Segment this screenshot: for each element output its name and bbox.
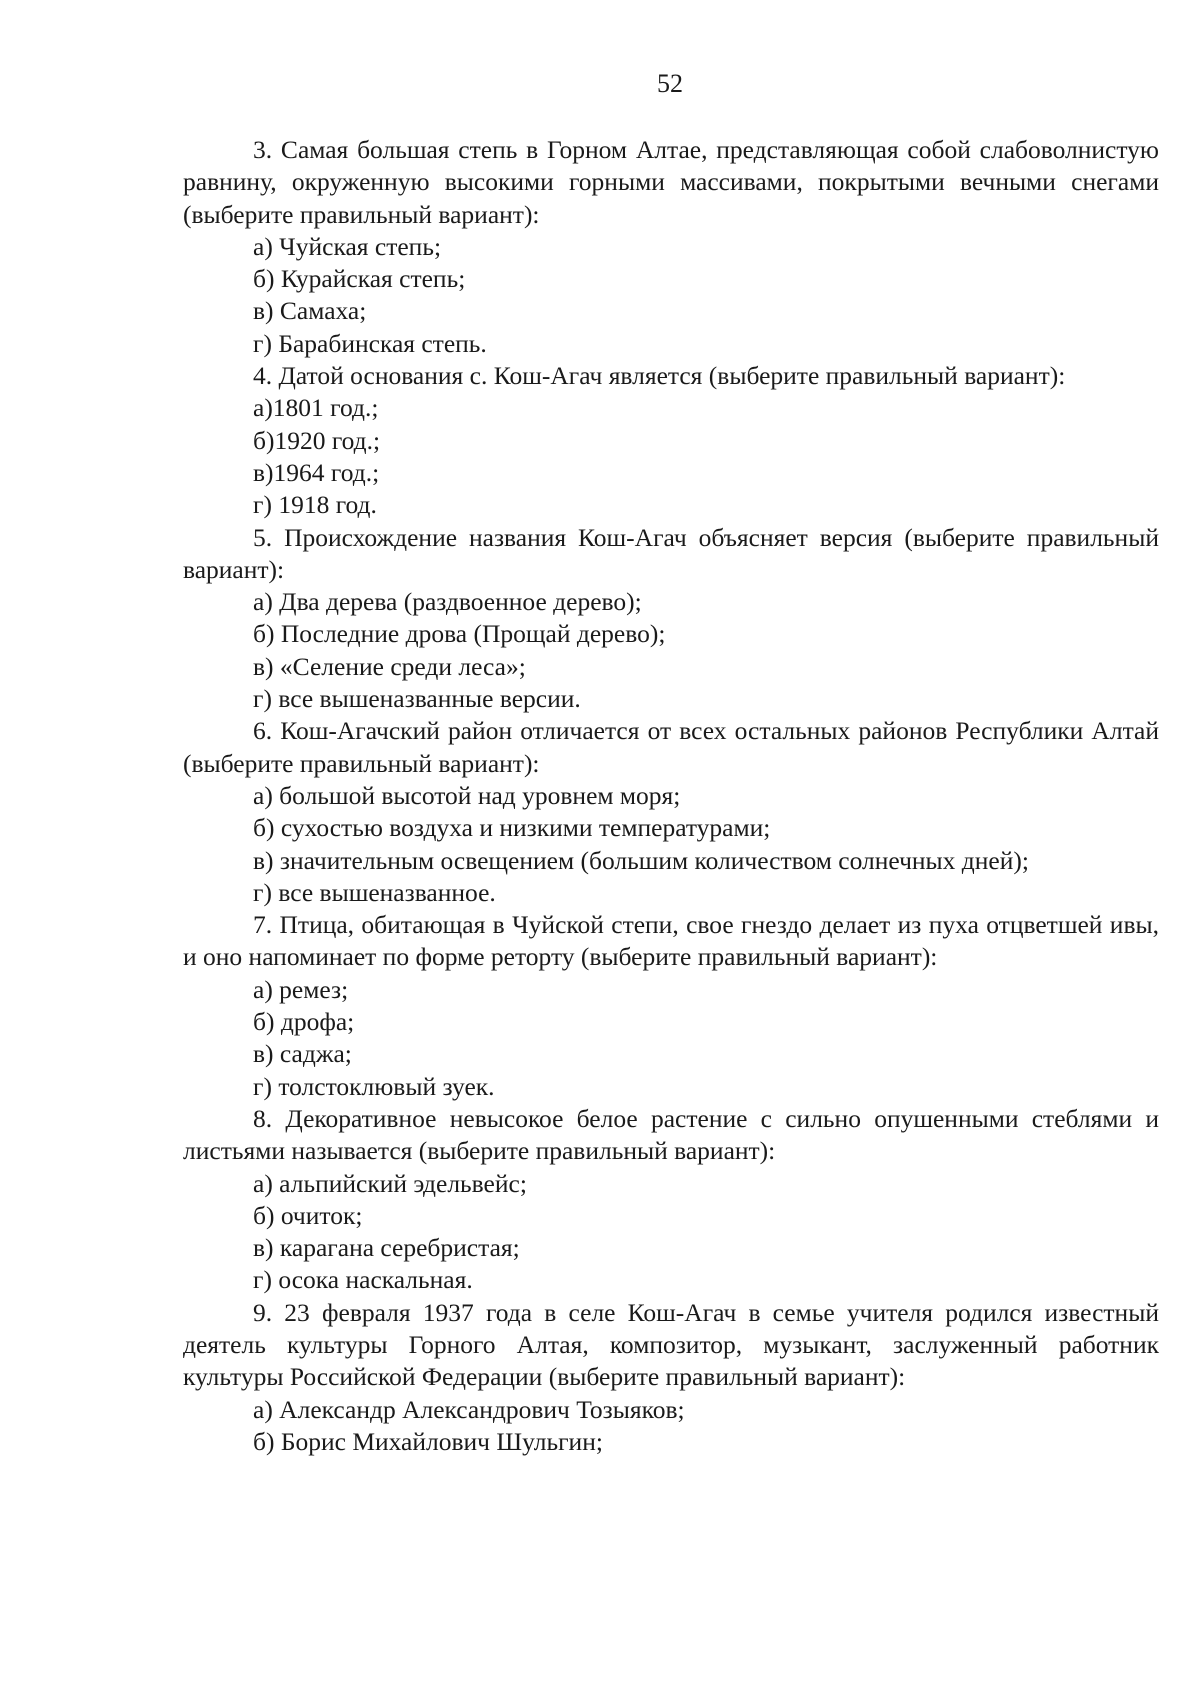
answer-option: а) большой высотой над уровнем моря; [253, 780, 681, 810]
answer-option: а)1801 год.; [253, 393, 379, 423]
answer-option: б) очиток; [253, 1200, 363, 1230]
question-text: 5. Происхождение названия Кош-Агач объясняет версия (выберите правильный вариант): [183, 522, 1159, 584]
answer-option: б)1920 год.; [253, 425, 381, 455]
answer-option: б) дрофа; [253, 1007, 355, 1037]
answer-option: г) все вышеназванное. [253, 877, 496, 907]
question-9 [183, 1297, 1159, 1458]
answer-option: г) 1918 год. [253, 490, 377, 520]
answer-option: в) карагана серебристая; [253, 1233, 520, 1263]
answer-option: в) саджа; [253, 1039, 352, 1069]
question-text: 8. Декоративное невысокое белое растение с сильно опушенными стеблями и листьями называется (выберите правильный вариант): [183, 1103, 1159, 1166]
answer-option: г) толстоклювый зуек. [253, 1071, 495, 1101]
answer-option: б) Последние дрова (Прощай дерево); [253, 619, 666, 649]
question-6 [183, 715, 1159, 909]
answer-option: в)1964 год.; [253, 457, 380, 487]
answer-option: а) Александр Александрович Тозыяков; [253, 1394, 685, 1424]
answer-option: г) осока наскальная. [253, 1265, 473, 1295]
answer-option: в) значительным освещением (большим количеством солнечных дней); [253, 845, 1029, 875]
question-text: 7. Птица, обитающая в Чуйской степи, свое гнездо делает из пуха отцветшей ивы, и оно напоминает по форме реторту (выберите правильный вариант): [183, 910, 1159, 972]
question-text: 3. Самая большая степь в Горном Алтае, представляющая собой слабоволнистую равнину, окруженную высокими горными массивами, покрытыми вечными снегами (выберите правильный вариант): [183, 135, 1159, 229]
answer-option: а) ремез; [253, 974, 349, 1004]
question-3 [183, 134, 1159, 360]
question-5 [183, 522, 1159, 716]
answer-option: г) все вышеназванные версии. [253, 684, 581, 714]
answer-option: а) альпийский эдельвейс; [253, 1168, 527, 1198]
answer-option: б) сухостью воздуха и низкими температурами; [253, 813, 771, 843]
page-number: 52 [657, 69, 683, 98]
answer-option: б) Борис Михайлович Шульгин; [253, 1426, 603, 1456]
question-4 [183, 360, 1159, 521]
answer-option: г) Барабинская степь. [253, 328, 487, 358]
question-7 [183, 909, 1159, 1103]
question-list [183, 134, 1159, 1458]
question-text: 6. Кош-Агачский район отличается от всех остальных районов Республики Алтай (выберите правильный вариант): [183, 716, 1159, 778]
answer-option: а) Чуйская степь; [253, 231, 442, 261]
question-text: 9. 23 февраля 1937 года в селе Кош-Агач в семье учителя родился известный деятель культуры Горного Алтая, композитор, музыкант, заслуженный работник культуры Российской Федерации (выберите правильный вариант): [183, 1297, 1159, 1392]
answer-option: в) «Селение среди леса»; [253, 651, 526, 681]
question-8 [183, 1103, 1159, 1297]
answer-option: а) Два дерева (раздвоенное дерево); [253, 587, 642, 617]
answer-option: б) Курайская степь; [253, 264, 466, 294]
question-text: 4. Датой основания с. Кош-Агач является (выберите правильный вариант): [253, 361, 1066, 391]
answer-option: в) Самаха; [253, 296, 367, 326]
